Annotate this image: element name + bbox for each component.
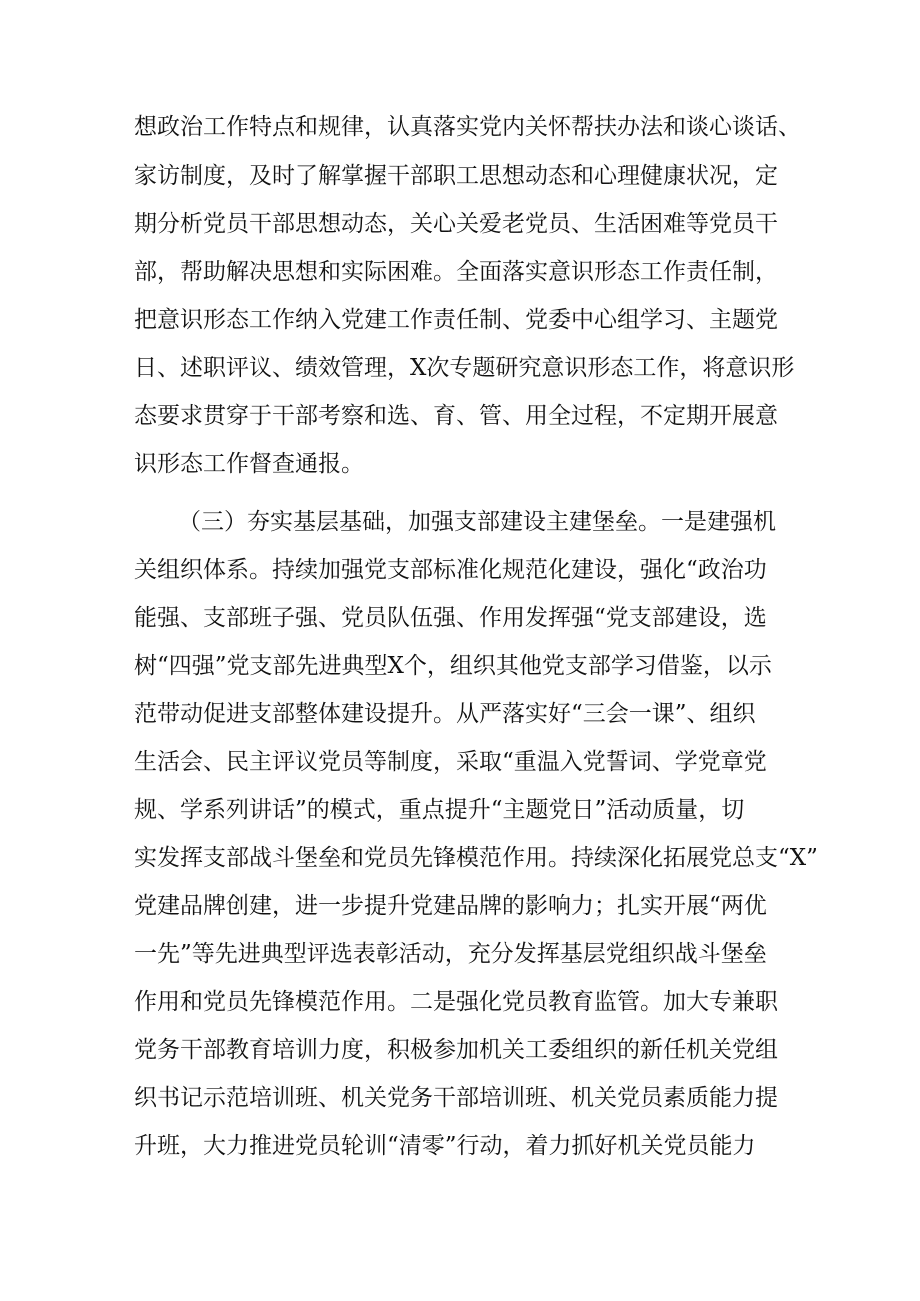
paragraph-heading-line: （三）夯实基层基础，加强支部建设主建堡垒。一是建强机: [178, 509, 776, 535]
text-line: 想政治工作特点和规律，认真落实党内关怀帮扶办法和谈心谈话、: [134, 114, 801, 140]
text-line: 部，帮助解决思想和实际困难。全面落实意识形态工作责任制，: [134, 259, 778, 285]
text-line: 实发挥支部战斗堡垒和党员先锋模范作用。持续深化拓展党总支“X”: [134, 845, 818, 871]
text-line: 作用和党员先锋模范作用。二是强化党员教育监管。加大专兼职: [134, 989, 778, 1015]
text-line: 态要求贯穿于干部考察和选、育、管、用全过程，不定期开展意: [134, 403, 778, 429]
text-line: 能强、支部班子强、党员队伍强、作用发挥强“党支部建设，选: [134, 605, 767, 631]
text-line: 织书记示范培训班、机关党务干部培训班、机关党员素质能力提: [134, 1085, 778, 1111]
text-line: 识形态工作督查通报。: [134, 451, 364, 477]
text-line: 树“四强”党支部先进典型X个，组织其他党支部学习借鉴，以示: [134, 653, 772, 679]
text-line: 日、述职评议、绩效管理，X次专题研究意识形态工作，将意识形: [134, 355, 795, 381]
text-line: 期分析党员干部思想动态，关心关爱老党员、生活困难等党员干: [134, 211, 778, 237]
text-line: 范带动促进支部整体建设提升。从严落实好“三会一课”、组织: [134, 701, 756, 727]
text-line: 家访制度，及时了解掌握干部职工思想动态和心理健康状况，定: [134, 163, 778, 189]
text-line: 升班，大力推进党员轮训“清零”行动，着力抓好机关党员能力: [134, 1133, 756, 1159]
text-line: 关组织体系。持续加强党支部标准化规范化建设，强化“政治功: [134, 557, 767, 583]
text-line: 把意识形态工作纳入党建工作责任制、党委中心组学习、主题党: [134, 307, 778, 333]
text-line: 一先”等先进典型评选表彰活动，充分发挥基层党组织战斗堡垒: [134, 941, 767, 967]
text-line: 生活会、民主评议党员等制度，采取“重温入党誓词、学党章党: [134, 749, 767, 775]
text-line: 党务干部教育培训力度，积极参加机关工委组织的新任机关党组: [134, 1037, 778, 1063]
text-line: 规、学系列讲话”的模式，重点提升“主题党日”活动质量，切: [134, 797, 745, 823]
text-line: 党建品牌创建，进一步提升党建品牌的影响力；扎实开展“两优: [134, 893, 767, 919]
